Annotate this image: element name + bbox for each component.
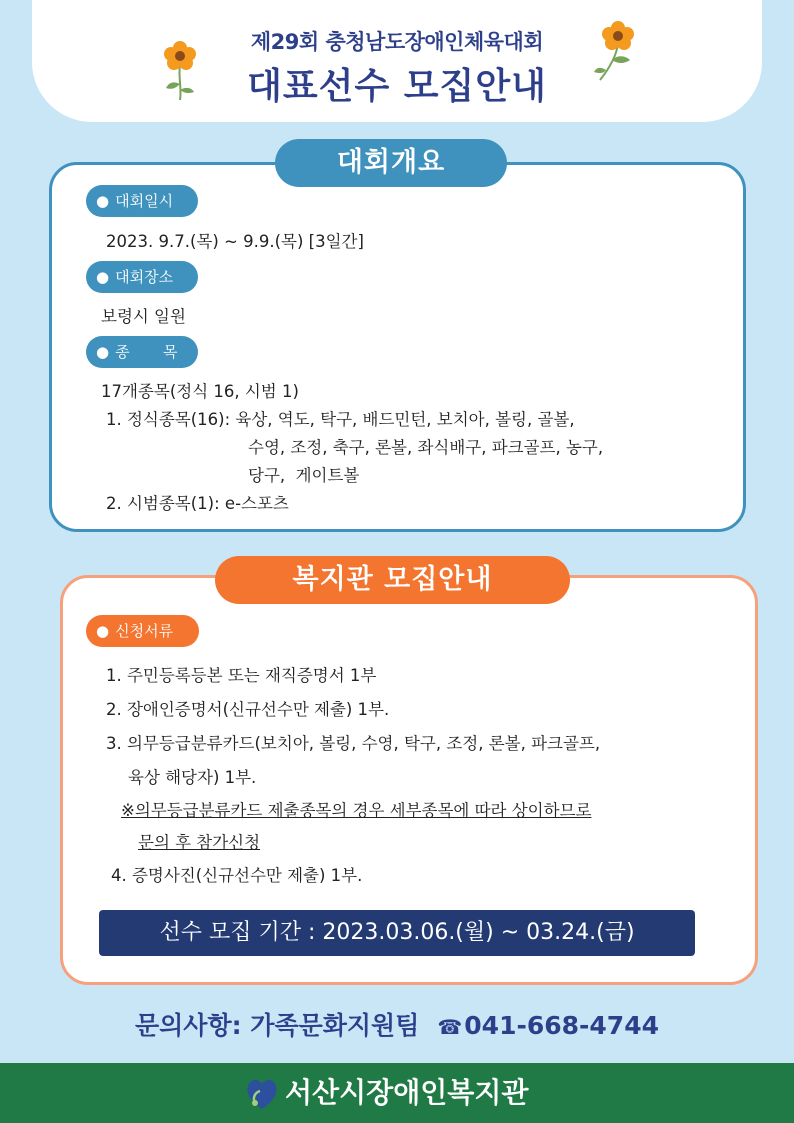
venue-label: 대회장소 [115,268,174,286]
organization-name: 서산시장애인복지관 [285,1076,529,1109]
phone-number[interactable]: 041-668-4744 [464,1011,659,1040]
bullet-icon: ● [96,192,110,210]
events-summary: 17개종목(정식 16, 시범 1) [101,382,299,401]
events-label-badge [86,336,198,368]
document-item-4: 4. 증명사진(신규선수만 제출) 1부. [111,866,363,885]
date-label-badge [86,185,198,217]
note-line-1: ※의무등급분류카드 제출종목의 경우 세부종목에 따라 상이하므로 [121,801,592,820]
events-label: 종 목 [115,343,178,361]
event-subtitle: 제29회 충청남도장애인체육대회 [250,30,544,54]
bullet-icon: ● [96,622,110,640]
document-item-1: 1. 주민등록등본 또는 재직증명서 1부 [106,666,377,685]
official-events-line-1: 1. 정식종목(16): 육상, 역도, 탁구, 배드민턴, 보치아, 볼링, 골볼, [106,410,575,429]
recruit-heading: 복지관 모집안내 [215,556,570,604]
page-title: 대표선수 모집안내 [247,66,547,107]
phone-icon: ☎ [437,1015,463,1039]
venue-label-badge [86,261,198,293]
footer-bar [0,1063,794,1123]
documents-label: 신청서류 [115,622,174,640]
official-events-line-2: 수영, 조정, 축구, 론볼, 좌식배구, 파크골프, 농구, [248,438,604,457]
date-label: 대회일시 [115,192,174,210]
overview-heading: 대회개요 [275,139,507,187]
document-item-3: 3. 의무등급분류카드(보치아, 볼링, 수영, 탁구, 조정, 론볼, 파크골프, [106,734,601,753]
document-item-3-cont: 육상 해당자) 1부. [128,768,257,787]
contact-label: 문의사항: 가족문화지원팀 [135,1011,420,1040]
bullet-icon: ● [96,268,110,286]
demo-events-line: 2. 시범종목(1): e-스포츠 [106,494,289,513]
note-line-2: 문의 후 참가신청 [138,833,261,852]
official-events-line-3: 당구, 게이트볼 [248,466,360,485]
recruitment-period-banner: 선수 모집 기간 : 2023.03.06.(월) ~ 03.24.(금) [99,910,695,956]
bullet-icon: ● [96,343,110,361]
heart-leaf-logo-icon [246,1075,278,1111]
venue-value: 보령시 일원 [101,307,186,326]
contact-line [0,1006,794,1042]
documents-label-badge [86,615,199,647]
document-item-2: 2. 장애인증명서(신규선수만 제출) 1부. [106,700,390,719]
date-value: 2023. 9.7.(목) ~ 9.9.(목) [3일간] [106,232,364,251]
